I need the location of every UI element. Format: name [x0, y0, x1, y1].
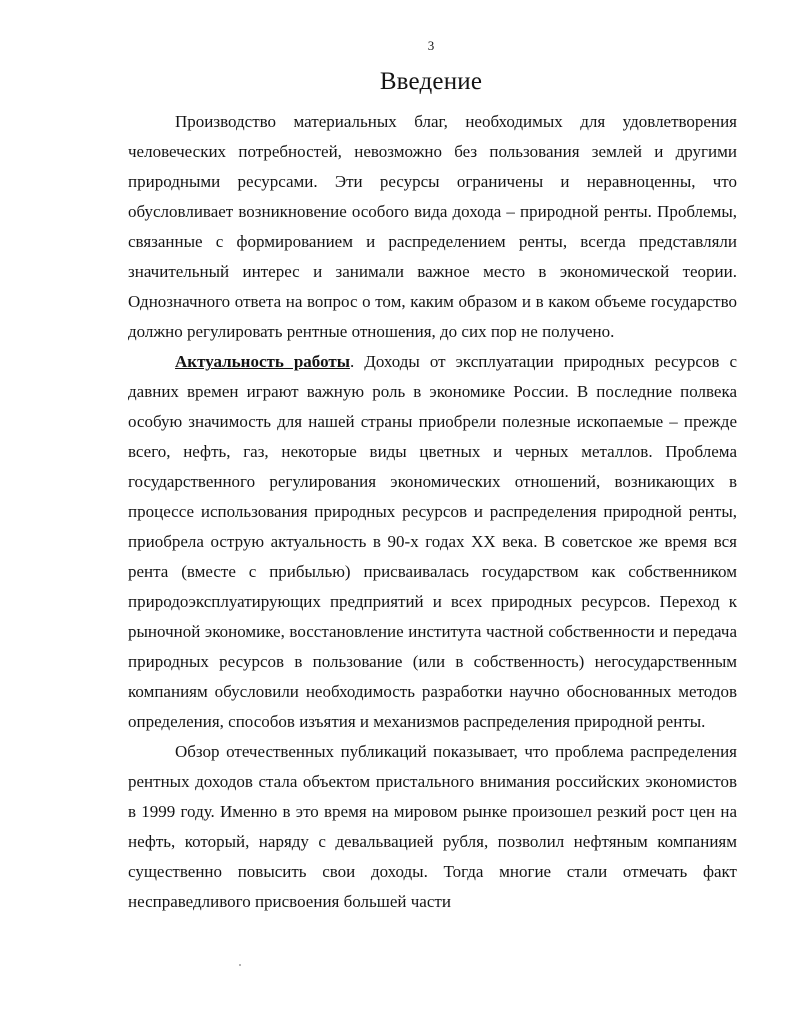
paragraph-relevance [128, 347, 737, 737]
page-title: Введение [379, 68, 483, 95]
relevance-text: . Доходы от эксплуатации природных ресурсов с давних времен играют важную роль в экономике России. В последние полвека особую значимость для нашей страны приобрели полезные ископаемые – прежде всего, нефть, газ, некоторые виды цветных и черных металлов. Проблема государственного регулирования экономических отношений, возникающих в процессе использования природных ресурсов и распределения природной ренты, приобрела острую актуальность в 90-х годах XX века. В советское же время вся рента (вместе с прибылью) присваивалась государством как собственником природоэксплуатирующих предприятий и всех природных ресурсов. Переход к рыночной экономике, восстановление института частной собственности и передача природных ресурсов в пользование (или в собственность) негосударственным компаниям обусловили необходимость разработки научно обоснованных методов определения, способов изъятия и механизмов распределения природной ренты. [128, 352, 737, 731]
relevance-heading: Актуальность работы [175, 352, 350, 371]
paragraph-intro: Производство материальных благ, необходимых для удовлетворения человеческих потребностей, невозможно без пользования землей и другими природными ресурсами. Эти ресурсы ограничены и неравноценны, что обусловливает возникновение особого вида дохода – природной ренты. Проблемы, связанные с формированием и распределением ренты, всегда представляли значительный интерес и занимали важное место в экономической теории. Однозначного ответа на вопрос о том, каким образом и в каком объеме государство должно регулировать рентные отношения, до сих пор не получено. [128, 112, 737, 341]
paragraph-review: Обзор отечественных публикаций показывает, что проблема распределения рентных доходов стала объектом пристального внимания российских экономистов в 1999 году. Именно в это время на мировом рынке произошел резкий рост цен на нефть, который, наряду с девальвацией рубля, позволил нефтяным компаниям существенно повысить свои доходы. Тогда многие стали отмечать факт несправедливого присвоения большей части [128, 742, 737, 911]
page-number: 3 [427, 38, 435, 53]
scan-speck [239, 964, 241, 966]
body-text [128, 107, 737, 917]
